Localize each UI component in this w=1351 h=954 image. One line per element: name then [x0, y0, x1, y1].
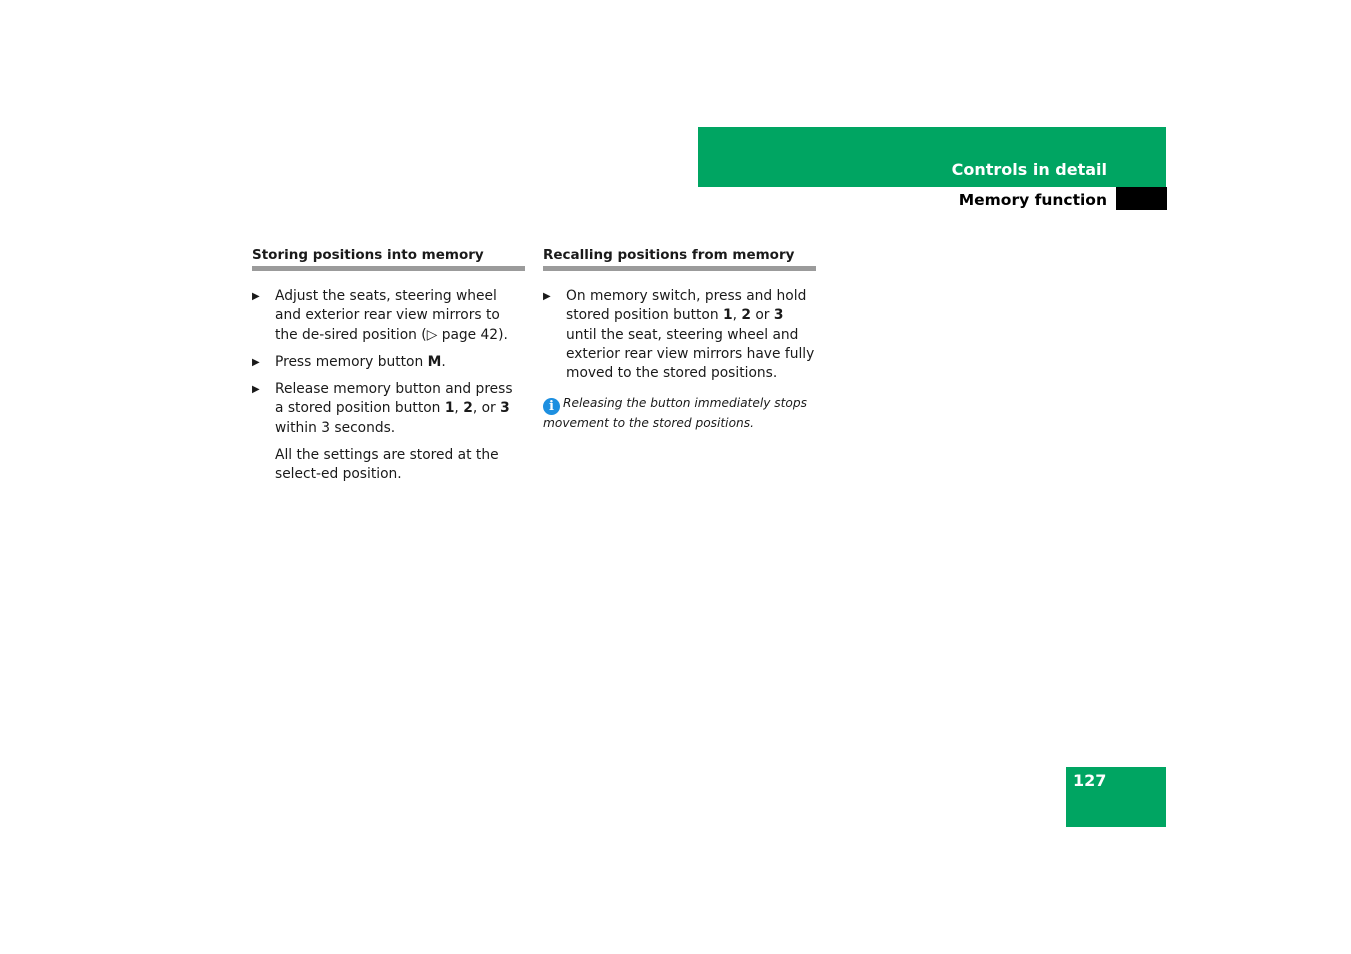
- step-text: within 3 seconds.: [275, 419, 396, 436]
- instruction-step: [543, 287, 816, 383]
- step-text: Adjust the seats, steering wheel and exterior rear view mirrors to the de-sired position (▷ page 42).: [275, 288, 508, 343]
- step-text: ,: [732, 307, 742, 324]
- instruction-step: [252, 287, 525, 345]
- left-column: [252, 246, 525, 485]
- section-tab-marker: [1116, 187, 1167, 210]
- instruction-step: [252, 380, 525, 438]
- info-note: [543, 395, 816, 433]
- step-text: On memory switch, press and hold stored position button: [566, 288, 807, 324]
- step-text: .: [441, 353, 446, 370]
- instruction-step: [252, 353, 525, 372]
- button-key-label: 2: [463, 400, 473, 417]
- page-number: 127: [1073, 771, 1107, 790]
- step-text: Press memory button: [275, 353, 428, 370]
- page-number-box: [1066, 767, 1166, 827]
- triangle-bullet-icon: ▶: [252, 356, 260, 368]
- button-key-label: M: [427, 353, 442, 370]
- button-key-label: 2: [741, 307, 751, 324]
- step-text: or: [750, 307, 774, 324]
- chapter-title: Controls in detail: [951, 160, 1107, 179]
- info-note-text: Releasing the button immediately stops movement to the stored positions.: [543, 396, 807, 431]
- left-column-heading: Storing positions into memory: [252, 246, 525, 271]
- button-key-label: 1: [722, 307, 733, 324]
- step-text: Release memory button and press a stored position button: [275, 381, 513, 417]
- button-key-label: 3: [773, 307, 784, 324]
- info-icon: i: [543, 398, 560, 415]
- step-text: until the seat, steering wheel and exterior rear view mirrors have fully moved to the stored positions.: [566, 326, 815, 382]
- triangle-bullet-icon: ▶: [252, 291, 260, 302]
- step-text: , or: [472, 400, 501, 417]
- triangle-bullet-icon: ▶: [543, 291, 551, 302]
- triangle-bullet-icon: ▶: [252, 384, 260, 396]
- step-text: ,: [454, 400, 464, 417]
- result-text: All the settings are stored at the select-ed position.: [275, 447, 499, 483]
- right-column-heading: Recalling positions from memory: [543, 246, 816, 271]
- right-column: [543, 246, 816, 433]
- button-key-label: 1: [444, 400, 455, 417]
- section-title: Memory function: [958, 191, 1107, 209]
- button-key-label: 3: [500, 400, 510, 417]
